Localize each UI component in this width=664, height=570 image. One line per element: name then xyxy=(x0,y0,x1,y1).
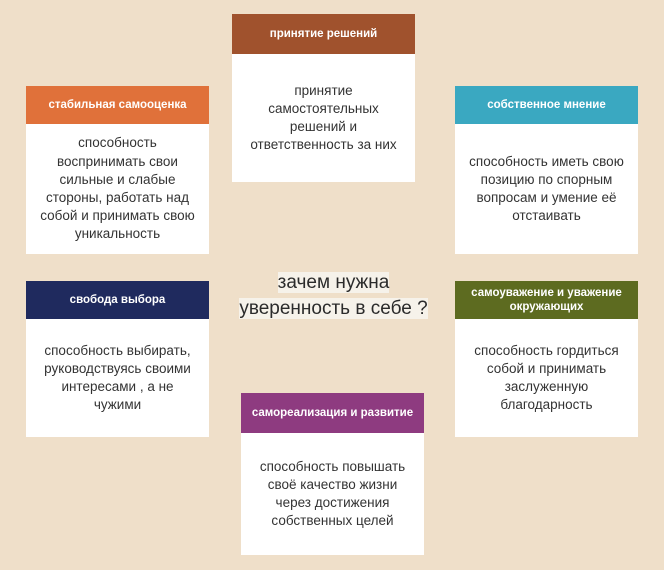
card-header-stable-self-esteem: стабильная самооценка xyxy=(26,86,209,124)
card-header-freedom-of-choice: свобода выбора xyxy=(26,281,209,319)
card-self-respect xyxy=(455,281,638,437)
card-body-own-opinion: способность иметь свою позицию по спорным вопросам и умение её отстаивать xyxy=(455,124,638,254)
center-question-title xyxy=(236,270,431,321)
card-header-decision-making: принятие решений xyxy=(232,14,415,54)
card-body-freedom-of-choice: способность выбирать, руководствуясь своими интересами , а не чужими xyxy=(26,319,209,437)
card-body-decision-making: принятие самостоятельных решений и ответственность за них xyxy=(232,54,415,182)
card-stable-self-esteem xyxy=(26,86,209,254)
card-body-self-respect: способность гордиться собой и принимать заслуженную благодарность xyxy=(455,319,638,437)
card-header-self-realization: самореализация и развитие xyxy=(241,393,424,433)
card-body-self-realization: способность повышать своё качество жизни через достижения собственных целей xyxy=(241,433,424,555)
card-own-opinion xyxy=(455,86,638,254)
card-header-own-opinion: собственное мнение xyxy=(455,86,638,124)
card-body-stable-self-esteem: способность воспринимать свои сильные и слабые стороны, работать над собой и принимать свою уникальность xyxy=(26,124,209,254)
card-header-self-respect: самоуважение и уважение окружающих xyxy=(455,281,638,319)
card-decision-making xyxy=(232,14,415,182)
center-question-text: зачем нужна уверенность в себе ? xyxy=(239,272,428,319)
card-self-realization xyxy=(241,393,424,555)
card-freedom-of-choice xyxy=(26,281,209,437)
